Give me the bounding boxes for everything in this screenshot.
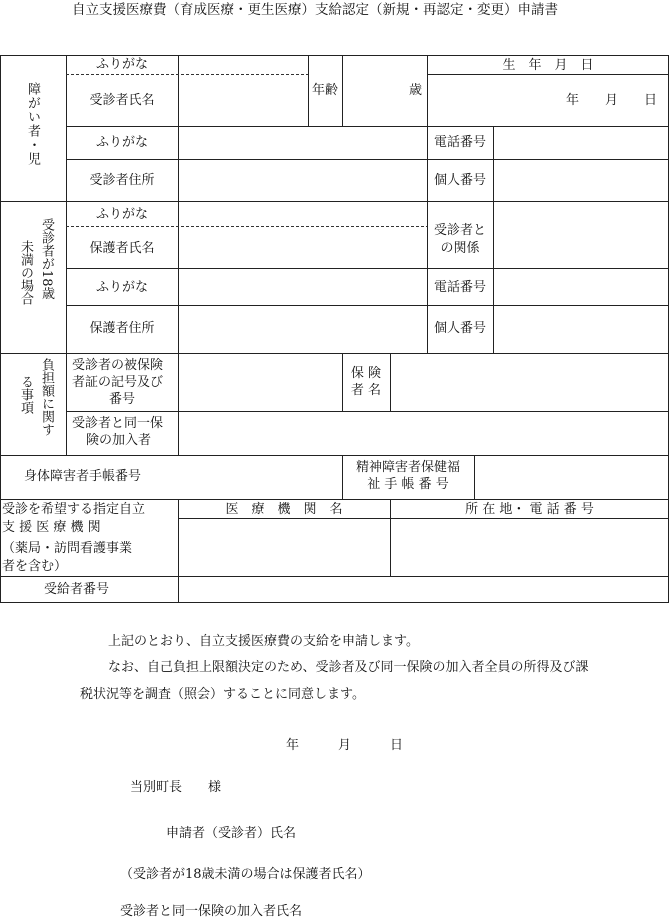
age-unit: 歳 <box>409 83 423 98</box>
insurance-symbol-label-2: 者証の記号及び <box>72 375 164 390</box>
patient-name-label: 受診者氏名 <box>89 93 155 108</box>
institution-label-2: 支 援 医 療 機 関 <box>2 520 101 535</box>
patient-furigana-label: ふりがな <box>95 57 148 72</box>
patient-personal-number-label: 個人番号 <box>433 173 486 188</box>
insurance-symbol-label-1: 受診者の被保険 <box>72 358 164 373</box>
form-title: 自立支援医療費（育成医療・更生医療）支給認定（新規・再認定・変更）申請書 <box>72 2 558 18</box>
birth-date-header: 生 年 月 日 <box>502 58 594 73</box>
relation-label-1: 受診者と <box>433 223 486 238</box>
burden-side-label-b: る事項 <box>18 375 33 414</box>
applicant-name-label: 申請者（受診者）氏名 <box>166 826 297 841</box>
same-insurance-label-1: 受診者と同一保 <box>72 416 164 431</box>
patient-phone-label: 電話番号 <box>433 135 486 150</box>
guardian-address-label: 保護者住所 <box>89 321 155 336</box>
institution-label-4: 者を含む） <box>2 559 68 574</box>
guardian-side-label-b: 未満の場合 <box>18 240 33 305</box>
statement-line-3: 税状況等を調査（照会）することに同意します。 <box>80 687 365 702</box>
statement-line-1: 上記のとおり、自立支援医療費の支給を申請します。 <box>108 634 419 649</box>
addressee: 当別町長 様 <box>130 780 222 795</box>
patient-side-label: 障がい者・児 <box>25 82 40 166</box>
relation-label-2: の関係 <box>440 241 480 256</box>
burden-side-label-a: 負担額に関す <box>39 358 54 436</box>
institution-address-header: 所 在 地・ 電 話 番 号 <box>465 502 594 517</box>
applicant-note: （受診者が18歳未満の場合は保護者氏名） <box>120 867 371 882</box>
recipient-number-label: 受給者番号 <box>44 582 110 597</box>
guardian-phone-label: 電話番号 <box>433 280 486 295</box>
institution-label-3: （薬局・訪問看護事業 <box>2 541 133 556</box>
birth-date-ymd: 年 月 日 <box>566 93 658 108</box>
guardian-name-label: 保護者氏名 <box>89 241 155 256</box>
age-label: 年齢 <box>311 83 338 98</box>
same-insurance-label-2: 険の加入者 <box>86 433 152 448</box>
mental-handbook-label-1: 精神障害者保健福 <box>355 460 460 475</box>
institution-label-1: 受診を希望する指定自立 <box>2 502 146 517</box>
guardian-furigana-label: ふりがな <box>95 207 148 222</box>
same-insurance-member-label: 受診者と同一保険の加入者氏名 <box>120 904 303 919</box>
physical-handbook-label: 身体障害者手帳番号 <box>24 469 142 484</box>
date-line: 年 月 日 <box>286 738 404 753</box>
insurer-name-label-2: 者 名 <box>350 383 382 398</box>
insurer-name-label-1: 保 険 <box>350 366 382 381</box>
patient-furigana-label-2: ふりがな <box>95 135 148 150</box>
guardian-personal-number-label: 個人番号 <box>433 321 486 336</box>
patient-address-label: 受診者住所 <box>89 173 155 188</box>
institution-name-header: 医 療 機 関 名 <box>225 502 343 517</box>
guardian-furigana-label-2: ふりがな <box>95 280 148 295</box>
guardian-side-label-a: 受診者が18歳 <box>39 218 54 300</box>
statement-line-2: なお、自己負担上限額決定のため、受診者及び同一保険の加入者全員の所得及び課 <box>108 660 589 675</box>
mental-handbook-label-2: 祉 手 帳 番 号 <box>367 477 449 492</box>
insurance-symbol-label-3: 番号 <box>108 392 135 407</box>
